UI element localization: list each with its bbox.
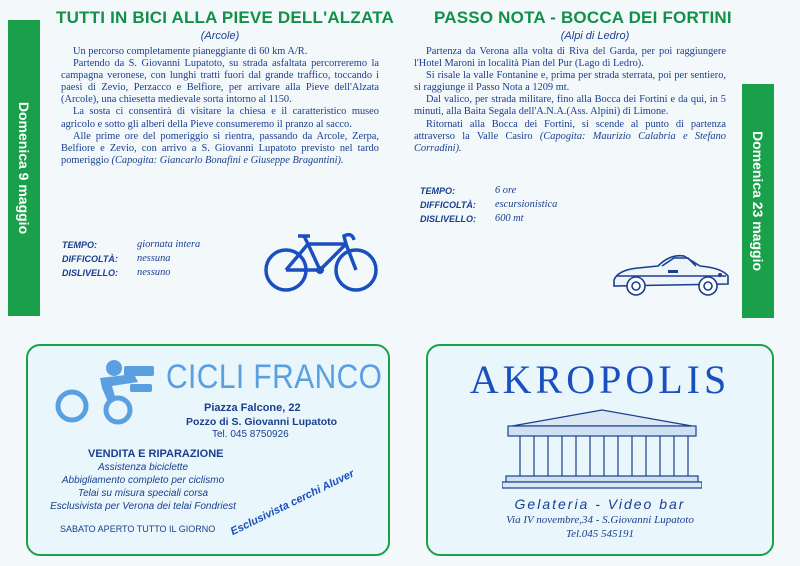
cyclist-logo-icon	[52, 356, 157, 426]
left-paragraph-last: Alle prime ore del pomeriggio si rientra, passando da Arcole, Zerpa, Belfiore e Zevio, con arrivo a S. Giovanni Lupatoto previsto nel tardo pomeriggio (Capogita: Giancarlo Bonafini e Giuseppe Bragantini).	[61, 130, 379, 166]
left-body	[61, 46, 379, 167]
temple-illustration	[502, 406, 702, 492]
left-paragraph: Un percorso completamente pianeggiante di 60 km A/R.	[73, 46, 308, 57]
left-title: TUTTI IN BICI ALLA PIEVE DELL'ALZATA	[56, 8, 394, 27]
bicycle-illustration	[262, 228, 380, 296]
cicli-service: Assistenza biciclette	[97, 462, 189, 473]
cicli-heading: VENDITA E RIPARAZIONE	[88, 448, 224, 460]
right-specs	[420, 184, 557, 226]
spec-row: DISLIVELLO: 600 mt	[420, 213, 524, 224]
right-paragraph: Dal valico, per strada militare, fino alla Bocca dei Fortini e da qui, in 5 minuti, alla Baita Segala dell'A.N.A.(Ass. Alpini) di Limone.	[414, 94, 726, 118]
cicli-diagonal-text: Esclusivista cerchi Aluver	[228, 467, 357, 538]
cicli-phone: Tel. 045 8750926	[212, 429, 289, 440]
cicli-address1: Piazza Falcone, 22	[204, 402, 301, 414]
right-date-label: Domenica 23 maggio	[750, 130, 766, 272]
cicli-service: Esclusivista per Verona dei telai Fondriest	[50, 501, 236, 512]
cicli-service: Abbigliamento completo per ciclismo	[61, 475, 225, 486]
cicli-franco-brand: CICLI FRANCO	[166, 358, 383, 396]
left-paragraph: Partendo da S. Giovanni Lupatoto, su strada asfaltata percorreremo la campagna veronese, con lunghi tratti fuori dal grande traffico, toccando i paesi di Zevio, Perzacco e Belfiore, per arrivare alla Pieve dell'Alzata (Arcole), una chiesetta medievale sorta intorno al 1150.	[61, 58, 379, 106]
left-date-label: Domenica 9 maggio	[16, 101, 32, 235]
left-subtitle: (Arcole)	[200, 30, 240, 42]
left-paragraph: La sosta ci consentirà di visitare la chiesa e il caratteristico museo agricolo e sotto gli alberi della Pieve consumeremo il pranzo al sacco.	[61, 106, 379, 130]
right-paragraph: Si risale la valle Fontanine e, prima per strada sterrata, poi per sentiero, si raggiunge il Passo Nota a 1209 mt.	[414, 70, 726, 94]
akropolis-brand: AKROPOLIS	[469, 357, 731, 402]
right-capogita: (Capogita: Maurizio Calabria e Stefano Corradini).	[414, 130, 726, 154]
right-subtitle: (Alpi di Ledro)	[560, 30, 630, 42]
akropolis-ad	[426, 344, 774, 556]
spec-row: DIFFICOLTÀ: escursionistica	[420, 199, 558, 210]
cicli-service: Telai su misura speciali corsa	[77, 488, 209, 499]
left-capogita: (Capogita: Giancarlo Bonafini e Giuseppe Bragantini).	[111, 154, 344, 166]
right-paragraph-last: Ritornati alla Bocca dei Fortini, si scende al punto di partenza attraverso la Valle Casiro (Capogita: Maurizio Calabria e Stefano Corradini).	[414, 118, 726, 154]
cicli-address2: Pozzo di S. Giovanni Lupatoto	[186, 416, 338, 428]
cicli-hours: SABATO APERTO TUTTO IL GIORNO	[60, 524, 216, 534]
akropolis-tagline: Gelateria - Video bar	[514, 496, 686, 512]
cicli-franco-ad	[26, 344, 390, 556]
right-body	[414, 46, 726, 155]
akropolis-address: Via IV novembre,34 - S.Giovanni Lupatoto	[506, 514, 694, 526]
right-paragraph: Partenza da Verona alla volta di Riva del Garda, per poi raggiungere l'Hotel Maroni in località Pian del Pur (Lago di Ledro).	[414, 46, 726, 70]
right-page	[400, 0, 800, 566]
right-date-tab	[742, 84, 774, 318]
spec-row: TEMPO: giornata intera	[62, 239, 201, 250]
left-specs	[62, 238, 200, 280]
car-illustration	[608, 246, 734, 302]
left-date-tab	[8, 20, 40, 316]
akropolis-phone: Tel.045 545191	[565, 528, 635, 540]
spec-row: TEMPO: 6 ore	[420, 185, 517, 196]
spec-row: DISLIVELLO: nessuno	[62, 267, 171, 278]
right-title: PASSO NOTA - BOCCA DEI FORTINI	[434, 8, 732, 27]
spec-row: DIFFICOLTÀ: nessuna	[62, 253, 171, 264]
